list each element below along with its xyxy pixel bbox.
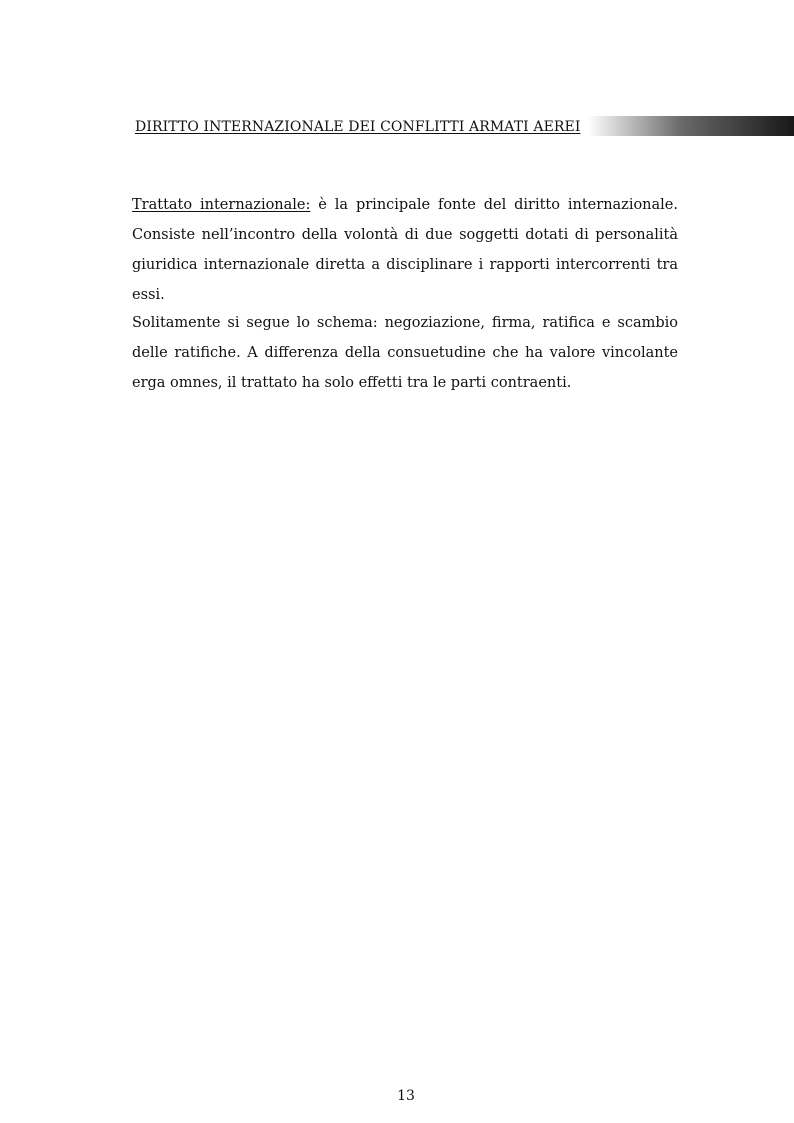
paragraph-treaty-procedure: [132, 308, 678, 398]
paragraph-2-text: Solitamente si segue lo schema: negoziazione, firma, ratifica e scambio delle ratifiche. A differenza della consuetudine che ha valore vincolante erga omnes, il trattato ha solo effetti tra le parti contraenti.: [132, 315, 678, 391]
header-gradient-bar: [588, 116, 794, 136]
term-trattato-internazionale: Trattato internazionale:: [132, 197, 311, 213]
page-header-title: DIRITTO INTERNAZIONALE DEI CONFLITTI ARMATI AEREI: [135, 119, 581, 135]
page-number: 13: [397, 1088, 415, 1104]
paragraph-1-text: è la principale fonte del diritto internazionale. Consiste nell’incontro della volontà di due soggetti dotati di personalità giuridica internazionale diretta a disciplinare i rapporti intercorrenti tra essi.: [132, 197, 678, 303]
paragraph-treaty-definition: [132, 190, 678, 310]
